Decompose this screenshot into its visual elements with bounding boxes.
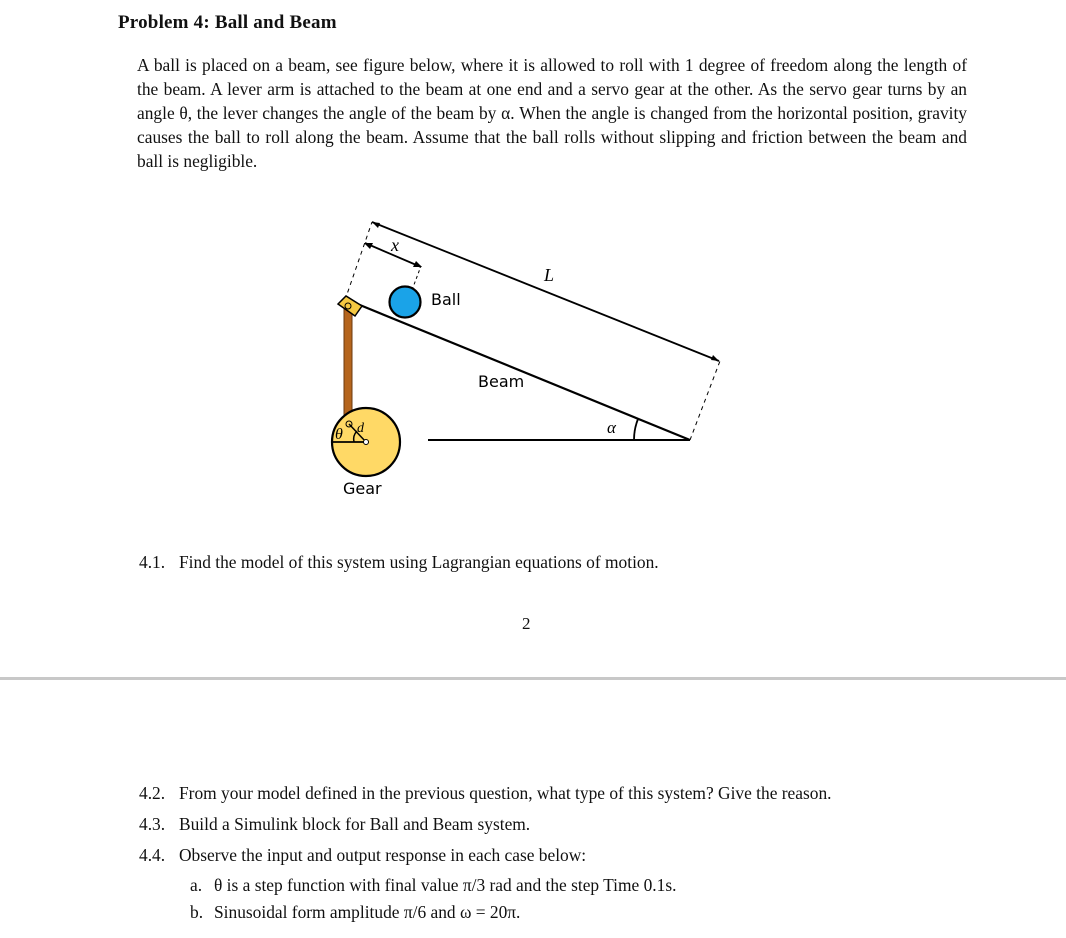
page-divider: [0, 677, 1066, 680]
item-text: θ is a step function with final value π/3 rad and the step Time 0.1s.: [214, 875, 677, 895]
length-dimension-line: [372, 222, 719, 361]
intro-line: at the other. As the servo gear turns by an angle θ, the lever changes the angle of the beam by: [137, 79, 967, 123]
extension-line-ball: [412, 266, 421, 290]
question-text: Build a Simulink block for Ball and Beam system.: [179, 814, 531, 834]
question-4-1: [139, 552, 659, 573]
question-4-4-b: [190, 902, 520, 923]
L-label: L: [544, 265, 555, 285]
lever-arm: [344, 306, 352, 424]
length-arrowhead-end: [711, 355, 719, 361]
gear-center: [364, 440, 369, 445]
gear-label: Gear: [343, 479, 382, 498]
question-4-3: [139, 814, 530, 835]
ball: [390, 287, 421, 318]
problem-title: Problem 4: Ball and Beam: [118, 12, 337, 33]
intro-line: negligible.: [183, 151, 258, 171]
alpha-arc: [634, 419, 638, 440]
question-text: Find the model of this system using Lagrangian equations of motion.: [179, 552, 659, 572]
question-number: 4.2.: [139, 783, 166, 803]
x-label: x: [391, 235, 399, 255]
beam-label: Beam: [478, 372, 525, 391]
theta-label: θ: [335, 426, 343, 443]
intro-line: along the length of the beam. A lever arm is attached to the beam at one end and a servo gear: [137, 55, 967, 99]
question-text: Observe the input and output response in each case below:: [179, 845, 587, 865]
question-number: 4.3.: [139, 814, 166, 834]
intro-line: A ball is placed on a beam, see figure below, where it is allowed to roll with 1 degree of freedom: [137, 55, 829, 75]
intro-line: α. When the angle is changed from the horizontal position, gravity causes the ball to roll along: [137, 103, 968, 147]
item-letter: b.: [190, 902, 204, 922]
question-4-4-a: [190, 875, 676, 896]
alpha-label: α: [607, 418, 616, 437]
question-text: From your model defined in the previous question, what type of this system? Give the reason.: [179, 783, 832, 803]
length-arrowhead-start: [372, 222, 380, 228]
beam-pivot: [338, 296, 362, 316]
page-number: 2: [522, 614, 531, 633]
intro-line: the beam. Assume that the ball rolls without slipping and friction between the beam and ball is: [137, 127, 967, 171]
item-text: Sinusoidal form amplitude π/6 and ω = 20π.: [214, 902, 521, 922]
question-number: 4.1.: [139, 552, 166, 572]
d-label: d: [357, 421, 364, 436]
extension-line-left: [345, 222, 372, 300]
question-4-4: [139, 845, 586, 866]
extension-line-right: [690, 361, 720, 440]
question-4-2: [139, 783, 832, 804]
question-number: 4.4.: [139, 845, 166, 865]
ball-label: Ball: [431, 290, 461, 309]
item-letter: a.: [190, 875, 203, 895]
